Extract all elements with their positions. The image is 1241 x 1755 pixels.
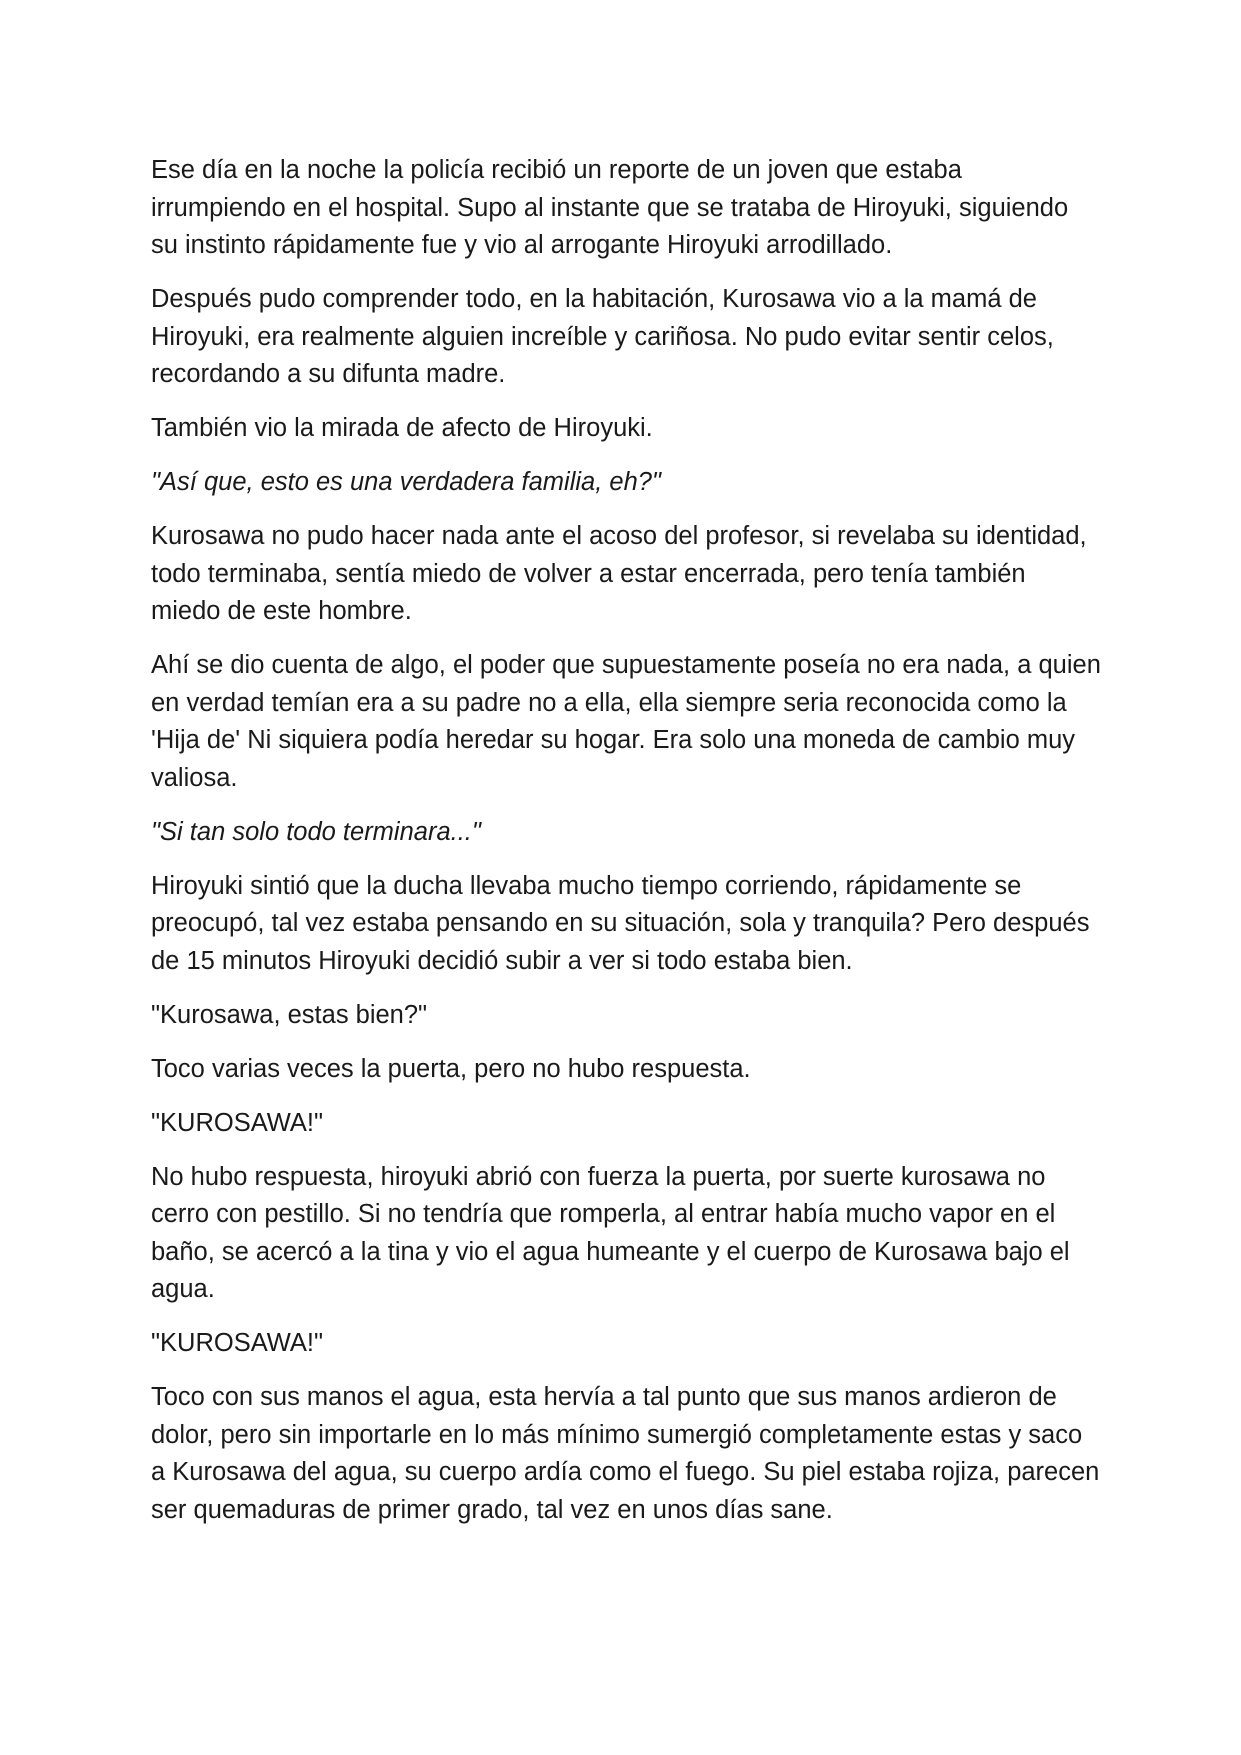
paragraph-10: Toco varias veces la puerta, pero no hubo respuesta. (151, 1054, 751, 1083)
paragraph-3: También vio la mirada de afecto de Hiroyuki. (151, 414, 653, 442)
paragraph-5: Kurosawa no pudo hacer nada ante el acoso del profesor, si revelaba su identidad, todo terminaba, sentía miedo de volver a estar encerrada, pero tenía también miedo de este hombre. (151, 522, 1087, 625)
paragraph-6: Ahí se dio cuenta de algo, el poder que supuestamente poseía no era nada, a quien en verdad temían era a su padre no a ella, ella siempre seria reconocida como la 'Hija de' Ni siquiera podía heredar su hogar. Era solo una moneda de cambio muy valiosa. (151, 651, 1101, 792)
thought-1: "Así que, esto es una verdadera familia, eh?" (151, 468, 661, 496)
paragraph-14: Toco con sus manos el agua, esta hervía a tal punto que sus manos ardieron de dolor, pero sin importarle en lo más mínimo sumergió completamente estas y saco a Kurosawa del agua, su cuerpo ardía como el fuego. Su piel estaba rojiza, parecen ser quemaduras de primer grado, tal vez en unos días sane. (151, 1383, 1100, 1524)
paragraph-8: Hiroyuki sintió que la ducha llevaba mucho tiempo corriendo, rápidamente se preocupó, tal vez estaba pensando en su situación, sola y tranquila? Pero después de 15 minutos Hiroyuki decidió subir a ver si todo estaba bien. (151, 871, 1090, 975)
dialogue-2: "KUROSAWA!" (151, 1108, 324, 1137)
dialogue-1: "Kurosawa, estas bien?" (151, 1000, 428, 1029)
paragraph-1: Ese día en la noche la policía recibió un reporte de un joven que estaba irrumpiendo en el hospital. Supo al instante que se trataba de Hiroyuki, siguiendo su instinto rápidamente fue y vio al arrogante Hiroyuki arrodillado. (151, 156, 1069, 259)
dialogue-3: "KUROSAWA!" (151, 1329, 324, 1357)
thought-2: "Si tan solo todo terminara..." (151, 817, 481, 846)
document-page (151, 152, 1101, 1546)
paragraph-2: Después pudo comprender todo, en la habitación, Kurosawa vio a la mamá de Hiroyuki, era realmente alguien increíble y cariñosa. No pudo evitar sentir celos, recordando a su difunta madre. (151, 285, 1054, 388)
paragraph-12: No hubo respuesta, hiroyuki abrió con fuerza la puerta, por suerte kurosawa no cerro con pestillo. Si no tendría que romperla, al entrar había mucho vapor en el baño, se acercó a la tina y vio el agua humeante y el cuerpo de Kurosawa bajo el agua. (151, 1162, 1070, 1303)
